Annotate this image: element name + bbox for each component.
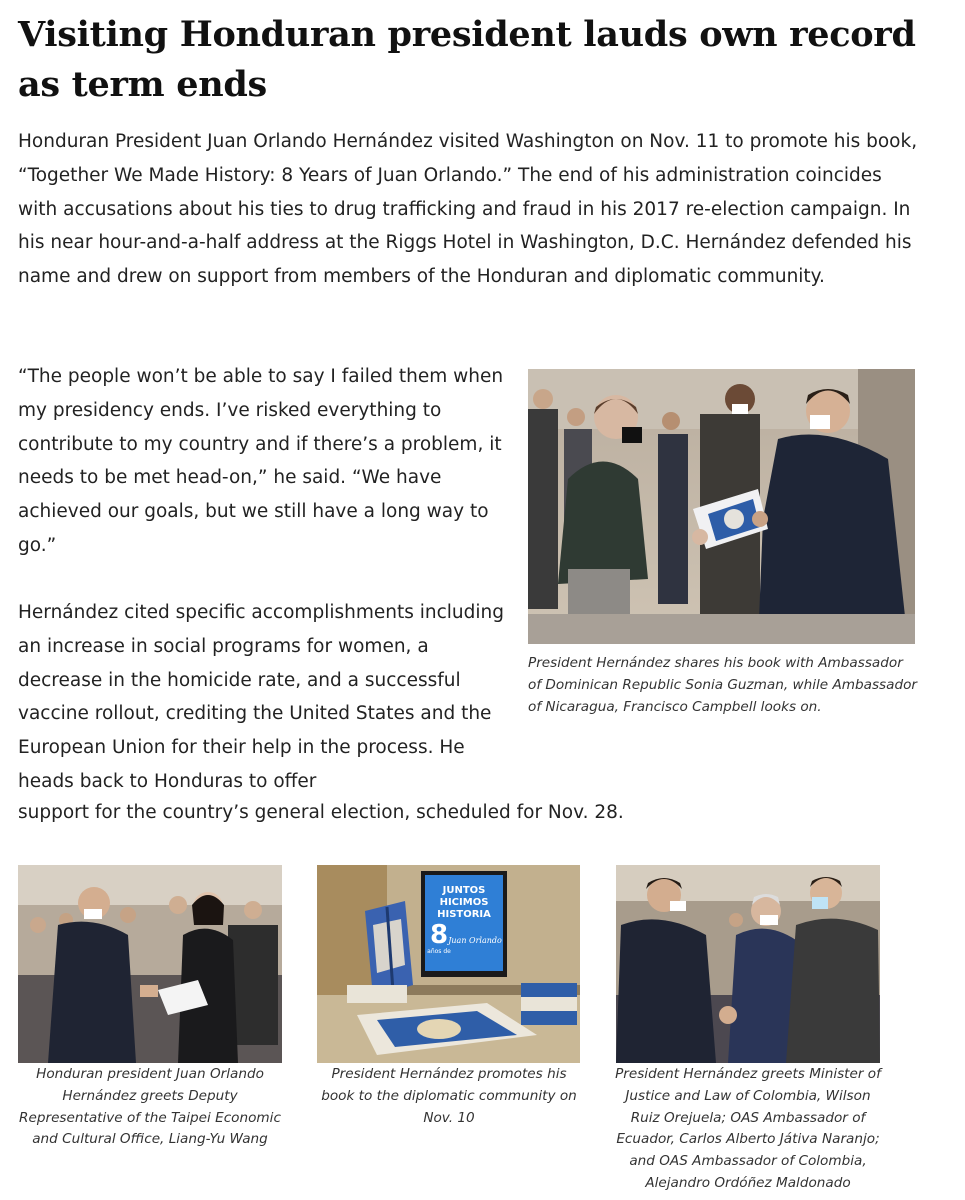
screen-text-line1: JUNTOS [442,885,486,896]
screen-text-signature: Juan Orlando [448,936,502,945]
article-paragraph-accomplishments: Hernández cited specific accomplishments including an increase in social programs for women, a decrease in the homicide rate, and a successful vaccine rollout, crediting the United States and the European Union for their help in the process. He heads back to Honduras to offer [18,602,504,792]
screen-text-small: años de [427,948,451,955]
gallery-caption-2: President Hernández promotes his book to the diplomatic community on Nov. 10 [321,1066,577,1126]
screen-text-number: 8 [429,920,449,950]
gallery-caption-3: President Hernández greets Minister of Justice and Law of Colombia, Wilson Ruiz Orejuela; OAS Ambassador of Ecuador, Carlos Alberto Játiva Naranjo; and OAS Ambassador of Colombia, Alejandro Ordóñez Maldonado [615,1066,881,1191]
gallery-photo-3[interactable] [616,865,880,1063]
gallery-photo-3-image [616,865,880,1063]
article-paragraph-election: support for the country’s general election, scheduled for Nov. 28. [18,802,624,823]
gallery-caption-1: Honduran president Juan Orlando Hernández greets Deputy Representative of the Taipei Economic and Cultural Office, Liang-Yu Wang [19,1066,281,1148]
main-photo[interactable] [528,369,915,644]
article-paragraph-intro: Honduran President Juan Orlando Hernández visited Washington on Nov. 11 to promote his book, “Together We Made History: 8 Years of Juan Orlando.” The end of his administration coincides with accusations about his ties to drug trafficking and fraud in his 2017 re-election campaign. In his near hour-and-a-half address at the Riggs Hotel in Washington, D.C. Hernández defended his name and drew on support from members of the Honduran and diplomatic community. [18,131,918,288]
gallery-photo-1[interactable] [18,865,282,1063]
screen-text-line2: HICIMOS [439,897,489,908]
main-photo-caption: President Hernández shares his book with Ambassador of Dominican Republic Sonia Guzman, while Ambassador of Nicaragua, Francisco Campbell looks on. [528,655,917,715]
gallery-photo-2-image [317,865,580,1063]
main-photo-image [528,369,915,644]
article-headline: Visiting Honduran president lauds own record as term ends [18,14,916,105]
gallery-photo-2[interactable] [317,865,580,1063]
article-paragraph-quote: “The people won’t be able to say I failed them when my presidency ends. I’ve risked everything to contribute to my country and if there’s a problem, it needs to be met head-on,” he said. “We have achieved our goals, but we still have a long way to go.” [18,366,504,556]
screen-text-line3: HISTORIA [437,909,491,920]
gallery-photo-1-image [18,865,282,1063]
